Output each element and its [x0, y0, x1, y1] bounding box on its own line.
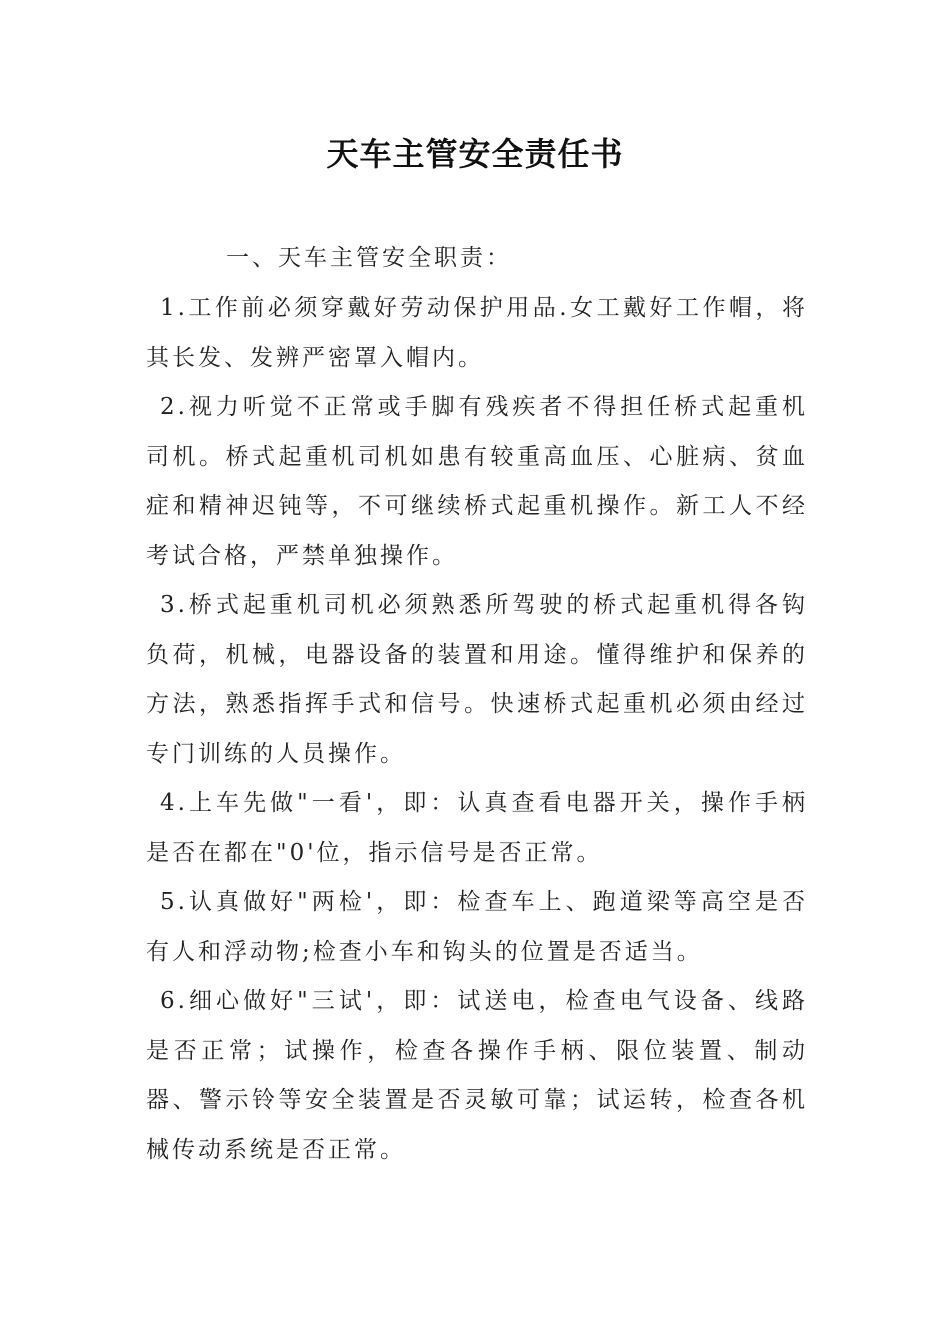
section-heading: 一、天车主管安全职责：	[226, 245, 512, 271]
paragraph-2: 2.视力听觉不正常或手脚有残疾者不得担任桥式起重机司机。桥式起重机司机如患有较重高血压、心脏病、贫血症和精神迟钝等，不可继续桥式起重机操作。新工人不经考试合格，严禁单独操作。	[146, 394, 808, 569]
paragraph-4: 4.上车先做"一看'，即：认真查看电器开关，操作手柄是否在都在"0'位，指示信号是否正常。	[146, 790, 808, 866]
paragraph-1: 1.工作前必须穿戴好劳动保护用品.女工戴好工作帽，将其长发、发辨严密罩入帽内。	[146, 295, 808, 371]
paragraph-6: 6.细心做好"三试'，即：试送电，检查电气设备、线路是否正常；试操作，检查各操作手柄、限位装置、制动器、警示铃等安全装置是否灵敏可靠；试运转，检查各机械传动系统是否正常。	[146, 988, 808, 1163]
paragraph-3: 3.桥式起重机司机必须熟悉所驾驶的桥式起重机得各钩负荷，机械，电器设备的装置和用途。懂得维护和保养的方法，熟悉指挥手式和信号。快速桥式起重机必须由经过专门训练的人员操作。	[146, 592, 808, 767]
document-title: 天车主管安全责任书	[326, 135, 624, 173]
paragraph-5: 5.认真做好"两检'，即：检查车上、跑道梁等高空是否有人和浮动物;检查小车和钩头的位置是否适当。	[146, 889, 808, 965]
document-body	[146, 284, 808, 1175]
